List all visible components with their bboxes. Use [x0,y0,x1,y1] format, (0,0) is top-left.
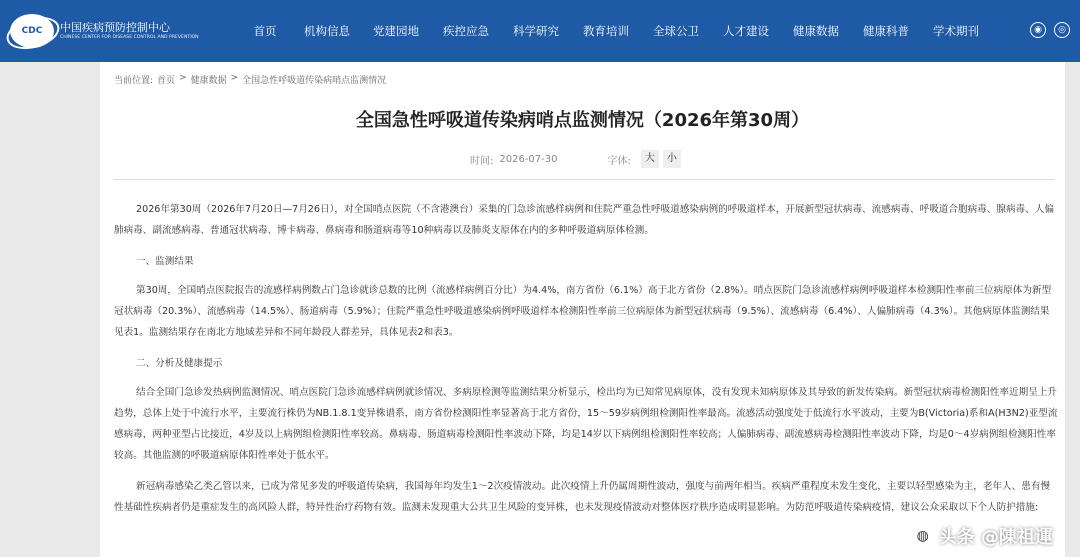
nav-item-institution[interactable]: 机构信息 [304,24,350,38]
logo-chinese-name: 中国疾病预防控制中心 [60,21,170,35]
publish-date: 2026-07-30 [499,153,558,165]
paragraph-intro: 2026年第30周（2026年7月20日—7月26日），对全国哨点医院（不含港澳台）采集的门急诊流感样病例和住院严重急性呼吸道感染病例的呼吸道样本，开展新型冠状病毒、流感病毒、呼吸道合胞病毒、腺病毒、人偏肺病毒、副流感病毒、普通冠状病毒、博卡病毒、鼻病毒和肠道病毒等10种病毒以及肺炎支原体在内的多种呼吸道病原体检测。 [114,204,1054,236]
font-large-button[interactable]: 大 [641,150,659,168]
main-nav [237,23,989,39]
breadcrumb-current: 全国急性呼吸道传染病哨点监测情况 [242,76,387,86]
toutiao-logo-icon: ◍ [913,526,933,546]
time-label: 时间: [470,155,494,167]
paragraph-analysis: 结合全国门急诊发热病例监测情况、哨点医院门急诊流感样病例就诊情况、多病原检测等监测结果分析显示，检出均为已知常见病原体，没有发现未知病原体及其导致的新发传染病。新型冠状病毒检测阳性率近期呈上升趋势，总体上处于中流行水平，主要流行株仍为NB.1.8.1变异株谱系，南方省份检测阳性率显著高于北方省份，15～59岁病例组检测阳性率最高。流感活动强度处于低流行水平波动，主要为B(Victoria)系和A(H3N2)亚型流感病毒，两种亚型占比接近，4岁及以上病例组检测阳性率较高。鼻病毒、肠道病毒检测阳性率波动下降，均是14岁以下病例组检测阳性率较高；人偏肺病毒、副流感病毒检测阳性率波动下降，均是0～4岁病例组检测阳性率较高。其他监测的呼吸道病原体阳性率处于低水平。 [114,387,1058,461]
page-title: 全国急性呼吸道传染病哨点监测情况（2026年第30周） [355,110,810,131]
article-card [100,62,1065,557]
nav-item-party-building[interactable]: 党建园地 [373,24,419,38]
nav-item-emergency[interactable]: 疾控应急 [443,24,489,38]
paragraph-results: 第30周，全国哨点医院报告的流感样病例数占门急诊就诊总数的比例（流感样病例百分比）为4.4%，南方省份（6.1%）高于北方省份（2.8%）。哨点医院门急诊流感样病例呼吸道样本检测阳性率前三位病原体为新型冠状病毒（20.3%）、流感病毒（14.5%）、肠道病毒（5.9%）；住院严重急性呼吸道感染病例呼吸道样本检测阳性率前三位病原体为新型冠状病毒（9.5%）、流感病毒（6.4%）、人偏肺病毒（4.3%）。其他病原体监测结果见表1。监测结果存在南北方地域差异和不同年龄段人群差异，具体见表2和表3。 [114,285,1052,338]
breadcrumb-separator: > [230,73,239,83]
nav-item-education[interactable]: 教育培训 [583,24,629,38]
breadcrumb [114,73,386,86]
section-heading-analysis: 二、分析及健康提示 [136,358,223,369]
divider [114,179,1054,180]
nav-item-global-health[interactable]: 全球公卫 [653,24,699,38]
nav-item-home[interactable]: 首页 [253,24,277,38]
nav-item-journals[interactable]: 学术期刊 [933,24,979,38]
breadcrumb-link-health-data[interactable]: 健康数据 [190,76,227,86]
wechat-icon[interactable]: ◉ [1030,22,1046,38]
font-size-label: 字体: [607,155,631,167]
nav-item-research[interactable]: 科学研究 [513,24,559,38]
font-small-button[interactable]: 小 [663,150,681,168]
paragraph-advice: 新冠病毒感染乙类乙管以来，已成为常见多发的呼吸道传染病，我国每年均发生1～2次疫情波动。此次疫情上升仍属周期性波动，强度与前两年相当。疾病严重程度未发生变化，主要以轻型感染为主，老年人、患有慢性基础性疾病者仍是重症发生的高风险人群，特异性治疗药物有效。监测未发现重大公共卫生风险的变异株，也未发现疫情波动对整体医疗秩序造成明显影响。为防范呼吸道传染病疫情，建议公众采取以下个人防护措施: [114,481,1051,513]
cdc-emblem-icon [10,14,54,48]
nav-item-health-data[interactable]: 健康数据 [793,24,839,38]
site-logo[interactable] [10,14,225,48]
breadcrumb-link-home[interactable]: 首页 [157,76,176,86]
breadcrumb-separator: > [179,73,187,83]
logo-text [60,22,199,39]
breadcrumb-prefix: 当前位置: [114,76,154,86]
watermark-text: 头条 @陳祖運 [938,527,1053,548]
nav-item-health-science[interactable]: 健康科普 [863,24,909,38]
watermark [913,523,1053,549]
social-icons [1030,22,1070,38]
logo-english-name: CHINESE CENTER FOR DISEASE CONTROL AND PREVENTION [60,34,199,40]
article-meta [470,150,681,168]
article-body [114,199,1058,528]
weibo-icon[interactable]: ◎ [1054,22,1070,38]
section-heading-results: 一、监测结果 [136,256,194,267]
logo-abbr: CDC [21,26,43,36]
top-navigation-bar [0,0,1080,62]
nav-item-talent[interactable]: 人才建设 [723,24,769,38]
